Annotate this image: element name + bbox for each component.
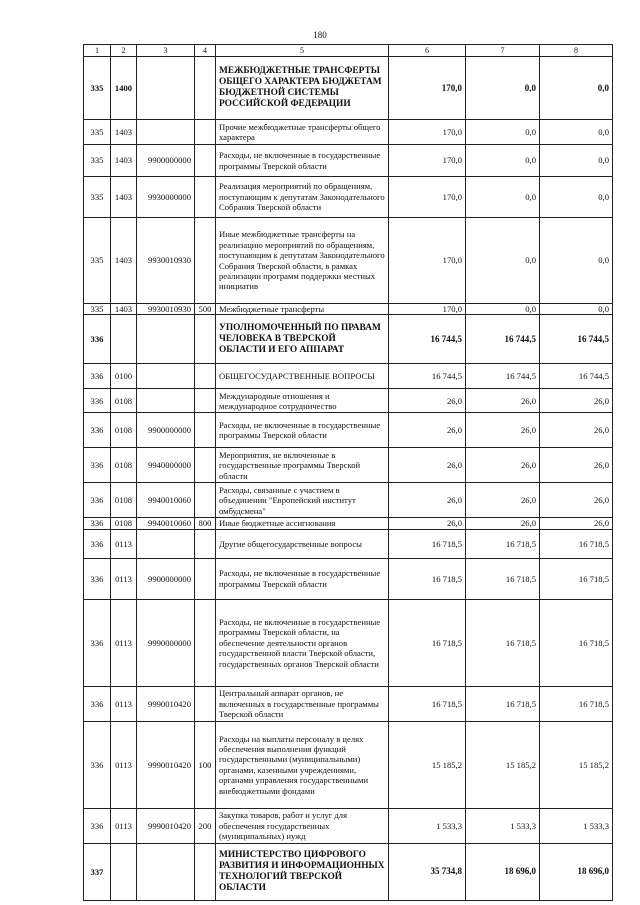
cell-target-code: 9990010420 [137,808,195,843]
table-row [84,120,613,145]
table-row [84,843,613,900]
cell-admin-code: 336 [84,413,111,448]
table-row [84,177,613,218]
cell-target-code: 9930010930 [137,304,195,315]
cell-description: Расходы, связанные с участием в объединении "Европейский институт омбудсмена" [216,483,389,518]
cell-expense-type: 800 [195,518,216,529]
cell-expense-type [195,120,216,145]
table-row [84,599,613,686]
cell-amount-2: 0,0 [466,304,540,315]
cell-amount-2: 1 533,3 [466,808,540,843]
cell-section-code: 0113 [111,721,137,808]
cell-target-code [137,529,195,558]
cell-amount-2: 26,0 [466,483,540,518]
cell-amount-3: 18 696,0 [540,843,613,900]
cell-amount-3: 16 718,5 [540,529,613,558]
cell-admin-code: 337 [84,843,111,900]
cell-expense-type [195,57,216,120]
cell-amount-3: 26,0 [540,413,613,448]
cell-section-code: 0108 [111,483,137,518]
column-header: 7 [466,45,540,57]
cell-description: Межбюджетные трансферты [216,304,389,315]
cell-description: ОБЩЕГОСУДАРСТВЕННЫЕ ВОПРОСЫ [216,364,389,389]
cell-amount-1: 16 718,5 [389,686,466,721]
cell-description: Мероприятия, не включенные в государственные программы Тверской области [216,448,389,483]
cell-amount-1: 15 185,2 [389,721,466,808]
cell-amount-2: 16 718,5 [466,529,540,558]
cell-description: УПОЛНОМОЧЕННЫЙ ПО ПРАВАМ ЧЕЛОВЕКА В ТВЕРСКОЙ ОБЛАСТИ И ЕГО АППАРАТ [216,315,389,364]
cell-section-code: 0108 [111,518,137,529]
cell-admin-code: 336 [84,518,111,529]
cell-amount-3: 16 744,5 [540,364,613,389]
cell-target-code [137,120,195,145]
cell-target-code [137,315,195,364]
cell-amount-2: 15 185,2 [466,721,540,808]
cell-description: Реализация мероприятий по обращениям, поступающим к депутатам Законодательного Собрания Тверской области [216,177,389,218]
cell-amount-2: 0,0 [466,218,540,304]
cell-amount-3: 15 185,2 [540,721,613,808]
cell-amount-2: 16 718,5 [466,599,540,686]
cell-description: Центральный аппарат органов, не включенных в государственные программы Тверской области [216,686,389,721]
cell-amount-3: 16 718,5 [540,686,613,721]
cell-amount-3: 1 533,3 [540,808,613,843]
cell-expense-type [195,364,216,389]
cell-admin-code: 335 [84,120,111,145]
cell-section-code: 0108 [111,389,137,413]
cell-amount-3: 0,0 [540,177,613,218]
table-row [84,218,613,304]
table-row [84,518,613,529]
cell-description: Расходы, не включенные в государственные программы Тверской области [216,145,389,177]
table-row [84,686,613,721]
cell-description: Расходы, не включенные в государственные программы Тверской области [216,558,389,599]
cell-amount-1: 170,0 [389,177,466,218]
cell-section-code: 0100 [111,364,137,389]
cell-amount-2: 0,0 [466,177,540,218]
cell-expense-type: 500 [195,304,216,315]
cell-expense-type: 100 [195,721,216,808]
cell-amount-1: 26,0 [389,413,466,448]
cell-section-code: 1403 [111,177,137,218]
table-row [84,721,613,808]
cell-amount-1: 16 744,5 [389,364,466,389]
cell-target-code: 9940000000 [137,448,195,483]
cell-amount-2: 16 718,5 [466,686,540,721]
cell-amount-2: 18 696,0 [466,843,540,900]
cell-expense-type [195,448,216,483]
cell-amount-1: 35 734,8 [389,843,466,900]
cell-target-code: 9930010930 [137,218,195,304]
cell-amount-1: 170,0 [389,57,466,120]
cell-target-code [137,843,195,900]
table-row [84,364,613,389]
cell-amount-2: 16 744,5 [466,364,540,389]
cell-section-code: 1403 [111,218,137,304]
cell-amount-3: 16 744,5 [540,315,613,364]
cell-amount-3: 0,0 [540,120,613,145]
column-header: 4 [195,45,216,57]
cell-section-code: 1400 [111,57,137,120]
cell-expense-type [195,843,216,900]
cell-admin-code: 336 [84,389,111,413]
cell-target-code: 9900000000 [137,558,195,599]
cell-admin-code: 336 [84,721,111,808]
cell-section-code: 0108 [111,413,137,448]
cell-amount-1: 170,0 [389,218,466,304]
table-row [84,483,613,518]
cell-target-code [137,389,195,413]
cell-section-code: 0108 [111,448,137,483]
cell-amount-3: 26,0 [540,518,613,529]
cell-expense-type [195,218,216,304]
cell-admin-code: 336 [84,483,111,518]
cell-target-code: 9900000000 [137,413,195,448]
cell-target-code: 9990010420 [137,721,195,808]
cell-admin-code: 336 [84,808,111,843]
column-header: 8 [540,45,613,57]
cell-expense-type [195,558,216,599]
table-row [84,304,613,315]
cell-target-code [137,364,195,389]
cell-amount-3: 16 718,5 [540,599,613,686]
cell-expense-type [195,389,216,413]
cell-amount-3: 0,0 [540,145,613,177]
cell-admin-code: 336 [84,599,111,686]
cell-description: Иные бюджетные ассигнования [216,518,389,529]
cell-amount-2: 0,0 [466,120,540,145]
cell-amount-2: 0,0 [466,145,540,177]
cell-description: Расходы, не включенные в государственные программы Тверской области [216,413,389,448]
cell-section-code: 0113 [111,529,137,558]
cell-target-code: 9940010060 [137,483,195,518]
cell-section-code: 0113 [111,686,137,721]
cell-admin-code: 336 [84,448,111,483]
cell-description: Другие общегосударственные вопросы [216,529,389,558]
cell-admin-code: 336 [84,529,111,558]
column-header: 5 [216,45,389,57]
cell-amount-1: 26,0 [389,448,466,483]
table-row [84,529,613,558]
cell-admin-code: 335 [84,218,111,304]
cell-admin-code: 335 [84,304,111,315]
cell-amount-3: 0,0 [540,57,613,120]
table-row [84,448,613,483]
cell-amount-1: 26,0 [389,389,466,413]
cell-section-code: 0113 [111,808,137,843]
cell-admin-code: 336 [84,315,111,364]
cell-target-code: 9990010420 [137,686,195,721]
cell-description: Прочие межбюджетные трансферты общего характера [216,120,389,145]
cell-target-code: 9940010060 [137,518,195,529]
cell-description: МЕЖБЮДЖЕТНЫЕ ТРАНСФЕРТЫ ОБЩЕГО ХАРАКТЕРА БЮДЖЕТАМ БЮДЖЕТНОЙ СИСТЕМЫ РОССИЙСКОЙ ФЕДЕРАЦИИ [216,57,389,120]
column-header: 3 [137,45,195,57]
cell-amount-3: 0,0 [540,218,613,304]
table-row [84,558,613,599]
cell-expense-type: 200 [195,808,216,843]
cell-amount-1: 1 533,3 [389,808,466,843]
cell-admin-code: 335 [84,57,111,120]
table-header-row [84,45,613,57]
cell-expense-type [195,177,216,218]
cell-amount-1: 26,0 [389,483,466,518]
cell-section-code: 1403 [111,145,137,177]
cell-admin-code: 335 [84,145,111,177]
cell-amount-1: 170,0 [389,304,466,315]
table-row [84,808,613,843]
cell-amount-1: 16 744,5 [389,315,466,364]
cell-amount-2: 26,0 [466,413,540,448]
cell-amount-3: 16 718,5 [540,558,613,599]
cell-description: Расходы на выплаты персоналу в целях обеспечения выполнения функций государственными (муниципальными) органами, казенными учреждениями, органами управления государственными внебюджетными фондами [216,721,389,808]
cell-admin-code: 335 [84,177,111,218]
cell-section-code: 0113 [111,558,137,599]
cell-expense-type [195,529,216,558]
cell-admin-code: 336 [84,686,111,721]
cell-amount-3: 26,0 [540,389,613,413]
cell-target-code [137,57,195,120]
cell-description: Иные межбюджетные трансферты на реализацию мероприятий по обращениям, поступающим к депутатам Законодательного Собрания Тверской области, в рамках реализации программ поддержки местных инициатив [216,218,389,304]
cell-amount-1: 16 718,5 [389,558,466,599]
cell-amount-2: 26,0 [466,518,540,529]
cell-expense-type [195,315,216,364]
cell-admin-code: 336 [84,558,111,599]
cell-amount-2: 0,0 [466,57,540,120]
cell-target-code: 9930000000 [137,177,195,218]
table-row [84,389,613,413]
cell-section-code: 0113 [111,599,137,686]
cell-amount-1: 170,0 [389,145,466,177]
cell-description: МИНИСТЕРСТВО ЦИФРОВОГО РАЗВИТИЯ И ИНФОРМАЦИОННЫХ ТЕХНОЛОГИЙ ТВЕРСКОЙ ОБЛАСТИ [216,843,389,900]
cell-section-code: 1403 [111,120,137,145]
cell-description: Закупка товаров, работ и услуг для обеспечения государственных (муниципальных) нужд [216,808,389,843]
cell-target-code: 9990000000 [137,599,195,686]
cell-amount-1: 16 718,5 [389,529,466,558]
cell-target-code: 9900000000 [137,145,195,177]
cell-admin-code: 336 [84,364,111,389]
cell-amount-2: 16 744,5 [466,315,540,364]
cell-amount-1: 26,0 [389,518,466,529]
cell-amount-2: 26,0 [466,448,540,483]
budget-table [83,44,613,901]
cell-description: Международные отношения и международное сотрудничество [216,389,389,413]
cell-amount-1: 16 718,5 [389,599,466,686]
column-header: 1 [84,45,111,57]
cell-amount-2: 26,0 [466,389,540,413]
cell-expense-type [195,413,216,448]
cell-amount-1: 170,0 [389,120,466,145]
cell-description: Расходы, не включенные в государственные программы Тверской области, на обеспечение деятельности органов государственной власти Тверской области, государственных органов Тверской области [216,599,389,686]
page-number: 180 [313,30,327,40]
cell-amount-3: 26,0 [540,483,613,518]
table-row [84,145,613,177]
cell-amount-2: 16 718,5 [466,558,540,599]
cell-amount-3: 0,0 [540,304,613,315]
cell-expense-type [195,686,216,721]
cell-amount-3: 26,0 [540,448,613,483]
cell-section-code [111,843,137,900]
table-row [84,413,613,448]
cell-expense-type [195,145,216,177]
cell-section-code: 1403 [111,304,137,315]
cell-section-code [111,315,137,364]
cell-expense-type [195,483,216,518]
column-header: 2 [111,45,137,57]
column-header: 6 [389,45,466,57]
cell-expense-type [195,599,216,686]
table-row [84,57,613,120]
table-row [84,315,613,364]
